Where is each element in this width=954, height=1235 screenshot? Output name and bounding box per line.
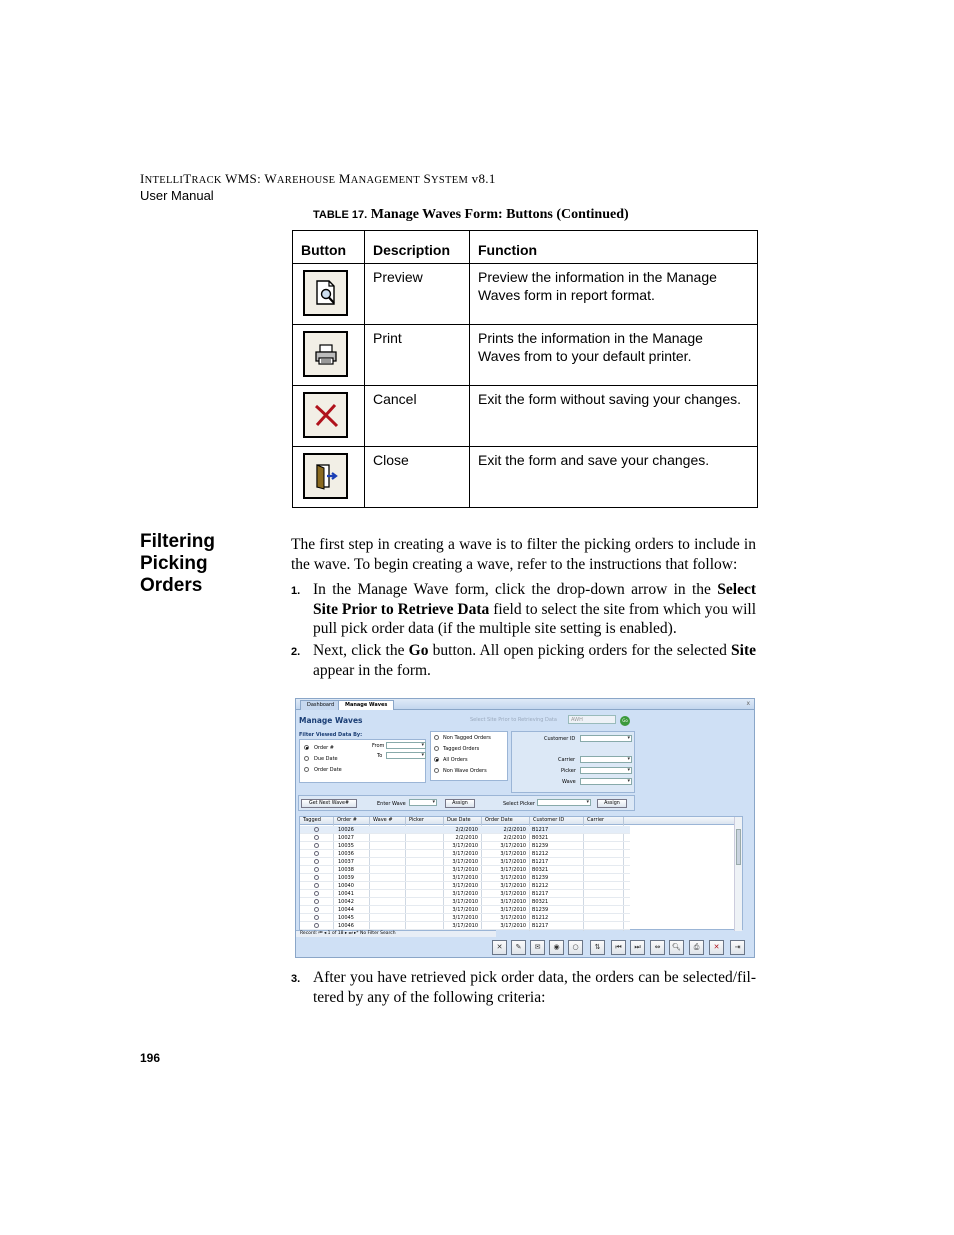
button-cell: [293, 447, 365, 508]
radio-order-date[interactable]: [304, 767, 309, 772]
step-1: 1. In the Manage Wave form, click the drop-down arrow in the Select Site Prior to Retrieve Data field to select the site from which you will pull pick order data (if the multiple site setting is enabled).: [291, 581, 757, 637]
tab-bar: [296, 699, 754, 710]
cancel-icon: [303, 392, 348, 438]
order-date-cell: 3/17/2010: [500, 875, 526, 881]
radio-all-orders[interactable]: [434, 757, 439, 762]
order-number-cell: 10035: [338, 843, 354, 849]
due-date-cell: 3/17/2010: [452, 867, 478, 873]
table-row[interactable]: [300, 858, 630, 866]
move-icon[interactable]: ⇔: [650, 940, 665, 955]
get-next-wave-button[interactable]: Get Next Wave#: [301, 799, 357, 808]
tag-radio[interactable]: [314, 843, 319, 848]
print-icon: [303, 331, 348, 377]
edit-icon[interactable]: ✉: [530, 940, 545, 955]
customer-id-cell: B1212: [532, 915, 549, 921]
tag-radio[interactable]: [314, 915, 319, 920]
customer-id-cell: B1217: [532, 827, 549, 833]
table-row[interactable]: [300, 914, 630, 922]
filter-panel: [299, 739, 426, 783]
order-number-cell: 10026: [338, 827, 354, 833]
order-number-cell: 10038: [338, 867, 354, 873]
go-button[interactable]: Go: [620, 716, 630, 726]
site-select[interactable]: AWH: [568, 715, 616, 724]
select-picker-label: Select Picker: [503, 801, 535, 807]
description-cell: Preview: [365, 264, 470, 325]
grid-col-customer-id[interactable]: Customer ID: [530, 817, 584, 825]
wave-dropdown[interactable]: [580, 778, 632, 785]
enter-wave-label: Enter Wave: [377, 801, 406, 807]
description-cell: Cancel: [365, 386, 470, 447]
order-date-cell: 3/17/2010: [500, 891, 526, 897]
tab-dashboard[interactable]: Dashboard: [300, 700, 341, 710]
customer-id-cell: B1239: [532, 875, 549, 881]
tag-radio[interactable]: [314, 923, 319, 928]
picker-dropdown[interactable]: [580, 767, 632, 774]
tag-icon[interactable]: ✕: [492, 940, 507, 955]
function-cell: Prints the information in the Manage Waves from to your default printer.: [470, 325, 758, 386]
radio-non-tagged[interactable]: [434, 735, 439, 740]
table-row[interactable]: [300, 842, 630, 850]
order-date-cell: 3/17/2010: [500, 907, 526, 913]
button-cell: [293, 264, 365, 325]
table-row[interactable]: [300, 898, 630, 906]
radio-non-wave[interactable]: [434, 768, 439, 773]
cancel-icon[interactable]: ✕: [709, 940, 724, 955]
order-number-cell: 10044: [338, 907, 354, 913]
order-number-cell: 10045: [338, 915, 354, 921]
picker-label: Picker: [561, 768, 576, 774]
filter-option-label: Order #: [314, 745, 334, 751]
order-number-cell: 10036: [338, 851, 354, 857]
to-label: To: [377, 753, 383, 759]
close-icon[interactable]: x: [746, 700, 750, 707]
table-row[interactable]: [300, 866, 630, 874]
tag-radio[interactable]: [314, 835, 319, 840]
customer-id-cell: B1217: [532, 923, 549, 929]
column-header: Description: [365, 231, 470, 264]
form-title: Manage Waves: [299, 716, 363, 725]
tag-selected-icon[interactable]: ✎: [511, 940, 526, 955]
preview-icon[interactable]: 🔍︎: [669, 940, 684, 955]
column-header: Function: [470, 231, 758, 264]
close-door-icon: [303, 453, 348, 499]
table-row: [293, 325, 758, 386]
table-row[interactable]: [300, 850, 630, 858]
customer-id-cell: B1239: [532, 843, 549, 849]
select-picker-dropdown[interactable]: [537, 799, 591, 806]
order-date-cell: 2/2/2010: [503, 827, 526, 833]
due-date-cell: 3/17/2010: [452, 875, 478, 881]
table-row: [293, 264, 758, 325]
due-date-cell: 3/17/2010: [452, 851, 478, 857]
customer-id-cell: B0321: [532, 899, 549, 905]
from-dropdown[interactable]: [386, 742, 426, 749]
customer-id-cell: B1212: [532, 883, 549, 889]
customer-id-cell: B1212: [532, 851, 549, 857]
table-row[interactable]: [300, 826, 630, 834]
tag-option-label: Non Tagged Orders: [443, 735, 491, 741]
description-cell: Print: [365, 325, 470, 386]
column-header: Button: [293, 231, 365, 264]
order-number-cell: 10037: [338, 859, 354, 865]
grid-scrollbar[interactable]: [734, 817, 742, 931]
grid-col-wave[interactable]: Wave #: [370, 817, 406, 825]
wave-action-bar: [298, 795, 635, 811]
carrier-dropdown[interactable]: [580, 756, 632, 763]
table-row[interactable]: [300, 922, 630, 930]
order-date-cell: 3/17/2010: [500, 915, 526, 921]
order-date-cell: 3/17/2010: [500, 923, 526, 929]
table-row[interactable]: [300, 834, 630, 842]
due-date-cell: 3/17/2010: [452, 899, 478, 905]
wave-label: Wave: [562, 779, 576, 785]
order-date-cell: 3/17/2010: [500, 859, 526, 865]
due-date-cell: 3/17/2010: [452, 915, 478, 921]
tag-radio[interactable]: [314, 891, 319, 896]
tag-option-label: Tagged Orders: [443, 746, 480, 752]
assign-wave-button[interactable]: Assign: [445, 799, 475, 808]
due-date-cell: 3/17/2010: [452, 907, 478, 913]
order-number-cell: 10046: [338, 923, 354, 929]
function-cell: Exit the form and save your changes.: [470, 447, 758, 508]
buttons-table: [292, 230, 758, 508]
assign-picker-button[interactable]: Assign: [597, 799, 627, 808]
table-header-row: [293, 231, 758, 264]
grid-col-carrier[interactable]: Carrier: [584, 817, 624, 825]
print-icon[interactable]: ⎙: [689, 940, 704, 955]
radio-tagged[interactable]: [434, 746, 439, 751]
customer-id-dropdown[interactable]: [580, 735, 632, 742]
customer-id-cell: B1217: [532, 891, 549, 897]
order-number-cell: 10040: [338, 883, 354, 889]
due-date-cell: 3/17/2010: [452, 891, 478, 897]
order-date-cell: 3/17/2010: [500, 843, 526, 849]
order-date-cell: 3/17/2010: [500, 851, 526, 857]
table-row[interactable]: [300, 890, 630, 898]
step-3: 3. After you have retrieved pick order data, the orders can be selected/fil-tered by any of the following criteria:: [291, 969, 756, 1006]
manage-waves-screenshot: [295, 698, 755, 958]
preview-icon: [303, 270, 348, 316]
enter-wave-input[interactable]: [409, 799, 437, 806]
carrier-label: Carrier: [558, 757, 576, 763]
tag-radio[interactable]: [314, 907, 319, 912]
grid-header: [300, 817, 742, 825]
due-date-cell: 3/17/2010: [452, 859, 478, 865]
first-record-icon[interactable]: ⏮: [611, 940, 626, 955]
last-record-icon[interactable]: ⏭: [630, 940, 645, 955]
site-label: Select Site Prior to Retrieving Data: [470, 717, 557, 723]
filter-title: Filter Viewed Data By:: [299, 732, 363, 738]
order-number-cell: 10039: [338, 875, 354, 881]
grid-col-order[interactable]: Order #: [334, 817, 370, 825]
customer-id-cell: B1217: [532, 859, 549, 865]
table-row[interactable]: [300, 874, 630, 882]
tag-radio[interactable]: [314, 867, 319, 872]
grid-col-picker[interactable]: Picker: [406, 817, 444, 825]
table-row[interactable]: [300, 882, 630, 890]
due-date-cell: 2/2/2010: [455, 835, 478, 841]
table-row: [293, 447, 758, 508]
customer-id-cell: B0321: [532, 867, 549, 873]
customer-id-cell: B1239: [532, 907, 549, 913]
order-date-cell: 3/17/2010: [500, 867, 526, 873]
tab-manage-waves[interactable]: Manage Waves: [338, 700, 394, 710]
tag-filter-panel: [430, 731, 508, 781]
tag-radio[interactable]: [314, 875, 319, 880]
button-cell: [293, 325, 365, 386]
record-navigator[interactable]: Record: ⏮ ◂ 1 of 18 ▸ ⏭ ▸* No Filter Search: [296, 930, 496, 937]
radio-order-number[interactable]: [304, 745, 309, 750]
clear-all-icon[interactable]: ○: [568, 940, 583, 955]
intro-paragraph: The first step in creating a wave is to filter the picking orders to include in the wave. To begin creating a wave, refer to the instructions that follow:: [291, 536, 756, 573]
order-date-cell: 3/17/2010: [500, 883, 526, 889]
order-date-cell: 3/17/2010: [500, 899, 526, 905]
order-number-cell: 10042: [338, 899, 354, 905]
tag-option-label: All Orders: [443, 757, 468, 763]
tag-radio[interactable]: [314, 899, 319, 904]
criteria-panel: [511, 731, 635, 793]
table-caption: TABLE 17. Manage Waves Form: Buttons (Continued): [313, 207, 629, 222]
order-number-cell: 10041: [338, 891, 354, 897]
table-row[interactable]: [300, 906, 630, 914]
function-cell: Preview the information in the Manage Waves form in report format.: [470, 264, 758, 325]
due-date-cell: 3/17/2010: [452, 883, 478, 889]
button-cell: [293, 386, 365, 447]
orders-grid: [299, 816, 743, 930]
page-number: 196: [140, 1051, 161, 1065]
section-heading: Filtering Picking Orders: [140, 531, 215, 596]
function-cell: Exit the form without saving your changes.: [470, 386, 758, 447]
customer-id-cell: B0321: [532, 835, 549, 841]
order-number-cell: 10027: [338, 835, 354, 841]
tag-radio[interactable]: [314, 859, 319, 864]
to-dropdown[interactable]: [386, 752, 426, 759]
running-header-subtitle: User Manual: [140, 188, 214, 203]
step-2: 2. Next, click the Go button. All open picking orders for the selected Site appear in the form.: [291, 642, 756, 679]
scroll-thumb[interactable]: [736, 829, 741, 865]
radio-due-date[interactable]: [304, 756, 309, 761]
due-date-cell: 3/17/2010: [452, 843, 478, 849]
grid-col-order-date[interactable]: Order Date: [482, 817, 530, 825]
due-date-cell: 2/2/2010: [455, 827, 478, 833]
from-label: From: [372, 743, 385, 749]
tag-radio[interactable]: [314, 851, 319, 856]
tag-radio[interactable]: [314, 883, 319, 888]
tag-option-label: Non Wave Orders: [443, 768, 487, 774]
running-header-title: INTELLITRACK WMS: WAREHOUSE MANAGEMENT SYSTEM v8.1: [140, 171, 496, 186]
description-cell: Close: [365, 447, 470, 508]
customer-id-label: Customer ID: [544, 736, 576, 742]
tag-radio[interactable]: [314, 827, 319, 832]
due-date-cell: 3/17/2010: [452, 923, 478, 929]
table-row: [293, 386, 758, 447]
filter-option-label: Due Date: [314, 756, 338, 762]
close-door-icon[interactable]: ⇥: [730, 940, 745, 955]
grid-col-tagged[interactable]: Tagged: [300, 817, 334, 825]
select-all-icon[interactable]: ◉: [549, 940, 564, 955]
order-date-cell: 2/2/2010: [503, 835, 526, 841]
filter-option-label: Order Date: [314, 767, 342, 773]
grid-col-due-date[interactable]: Due Date: [444, 817, 482, 825]
sort-icon[interactable]: ⇅: [590, 940, 605, 955]
